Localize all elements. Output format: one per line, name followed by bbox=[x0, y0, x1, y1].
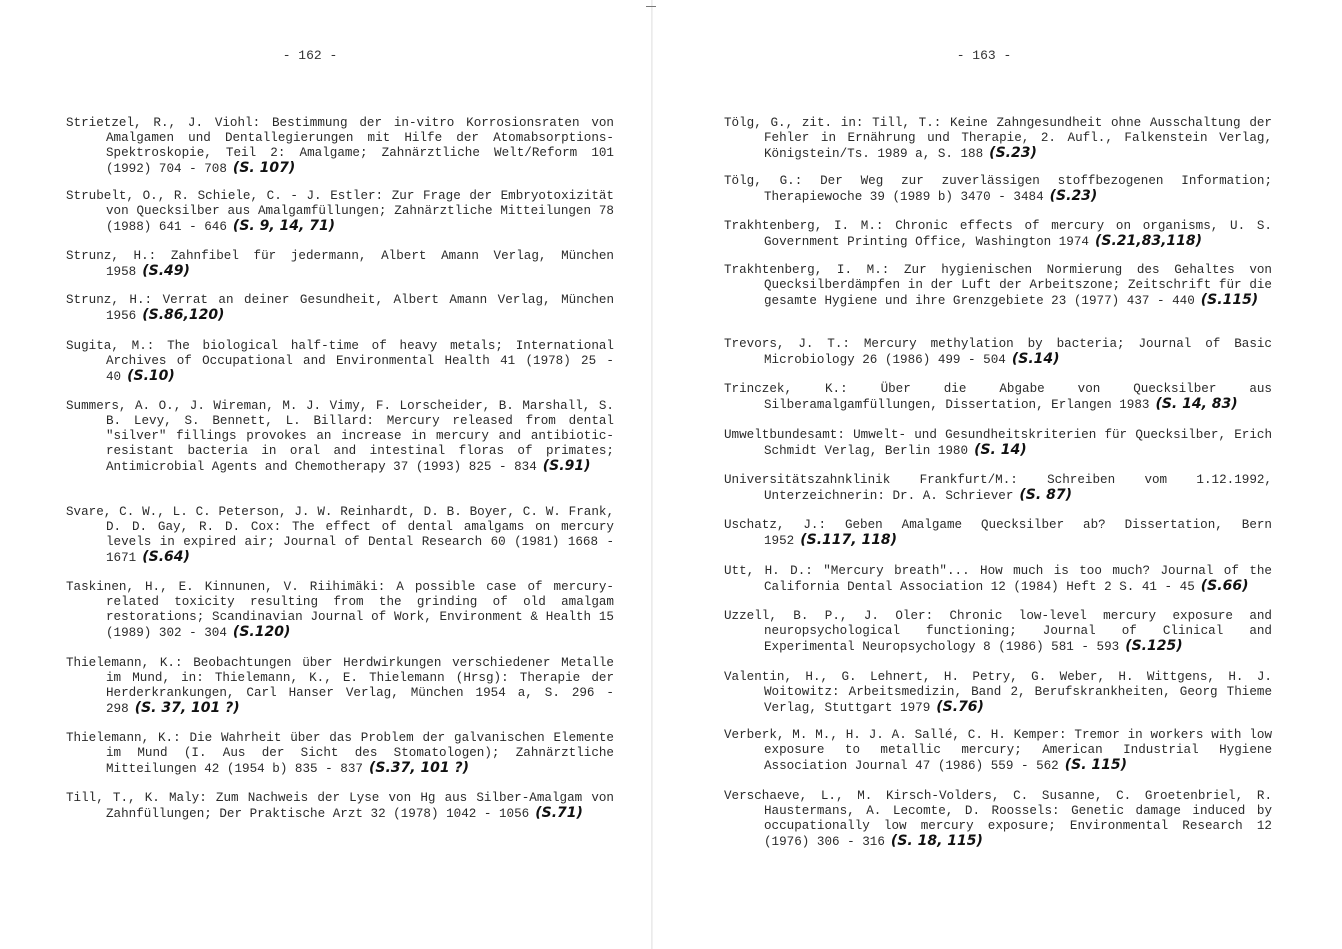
reference-text: Trakhtenberg, I. M.: Chronic effects of mercury on organisms, U. S. Government Printing Office, Washington 1974 bbox=[724, 219, 1272, 249]
right-page bbox=[724, 0, 1276, 949]
reference-text: Trinczek, K.: Über die Abgabe von Quecksilber aus Silberamalgamfüllungen, Dissertation, Erlangen 1983 bbox=[724, 382, 1272, 412]
handwritten-page-note: (S. 107) bbox=[232, 160, 296, 176]
reference-text: Verschaeve, L., M. Kirsch-Volders, C. Susanne, C. Groetenbriel, R. Haustermans, A. Lecomte, D. Roossels: Genetic damage induced by occupationally low mercury exposure; Environmental Research 12 (1976) 306 - 316 bbox=[724, 789, 1272, 849]
reference-entry bbox=[724, 564, 1272, 595]
reference-text: Strunz, H.: Zahnfibel für jedermann, Albert Amann Verlag, München 1958 bbox=[66, 249, 614, 279]
reference-entry bbox=[66, 189, 614, 235]
reference-entry bbox=[724, 116, 1272, 162]
handwritten-page-note: (S.49) bbox=[142, 263, 190, 279]
reference-entry bbox=[66, 249, 614, 280]
handwritten-page-note: (S. 14) bbox=[974, 442, 1027, 458]
reference-entry bbox=[724, 219, 1272, 250]
handwritten-page-note: (S. 14, 83) bbox=[1155, 396, 1238, 412]
reference-text: Trakhtenberg, I. M.: Zur hygienischen Normierung des Gehaltes von Quecksilberdämpfen in der Luft der Arbeitszone; Zeitschrift für die gesamte Hygiene und ihre Grenzgebiete 23 (1977) 437 - 440 bbox=[724, 263, 1272, 308]
handwritten-page-note: (S.115) bbox=[1200, 292, 1259, 308]
reference-entry bbox=[66, 339, 614, 385]
handwritten-page-note: (S.125) bbox=[1125, 638, 1183, 654]
reference-text: Summers, A. O., J. Wireman, M. J. Vimy, F. Lorscheider, B. Marshall, S. B. Levy, S. Bennett, L. Billard: Mercury released from dental "silver" fillings provokes an increase in mercury and antibiotic-resistant bacteria in oral and intestinal floras of primates; Antimicrobial Agents and Chemotherapy 37 (1993) 825 - 834 bbox=[66, 399, 614, 474]
spine-mark bbox=[646, 6, 656, 7]
handwritten-page-note: (S.86,120) bbox=[142, 307, 225, 323]
handwritten-page-note: (S.66) bbox=[1200, 578, 1249, 594]
page-number: - 162 - bbox=[282, 48, 338, 63]
reference-entry bbox=[724, 789, 1272, 850]
reference-text: Svare, C. W., L. C. Peterson, J. W. Reinhardt, D. B. Boyer, C. W. Frank, D. D. Gay, R. D. Cox: The effect of dental amalgams on mercury levels in expired air; Journal of Dental Research 60 (1981) 1668 - 1671 bbox=[66, 505, 614, 565]
reference-text: Umweltbundesamt: Umwelt- und Gesundheitskriterien für Quecksilber, Erich Schmidt Verlag, Berlin 1980 bbox=[724, 428, 1272, 458]
handwritten-page-note: (S.71) bbox=[535, 805, 583, 821]
reference-text: Sugita, M.: The biological half-time of heavy metals; International Archives of Occupational and Environmental Health 41 (1978) 25 - 40 bbox=[66, 339, 614, 384]
reference-text: Uzzell, B. P., J. Oler: Chronic low-level mercury exposure and neuropsychological functioning; Journal of Clinical and Experimental Neuropsychology 8 (1986) 581 - 593 bbox=[724, 609, 1272, 654]
handwritten-page-note: (S.91) bbox=[542, 458, 591, 474]
reference-text: Verberk, M. M., H. J. A. Sallé, C. H. Kemper: Tremor in workers with low exposure to metallic mercury; American Industrial Hygiene Association Journal 47 (1986) 559 - 562 bbox=[724, 728, 1272, 773]
reference-text: Trevors, J. T.: Mercury methylation by bacteria; Journal of Basic Microbiology 26 (1986) 499 - 504 bbox=[724, 337, 1272, 367]
reference-entry bbox=[66, 580, 614, 641]
handwritten-page-note: (S. 9, 14, 71) bbox=[232, 218, 336, 234]
reference-text: Tölg, G., zit. in: Till, T.: Keine Zahngesundheit ohne Ausschaltung der Fehler in Ernährung und Therapie, 2. Aufl., Falkenstein Verlag, Königstein/Ts. 1989 a, S. 188 bbox=[724, 116, 1272, 161]
reference-text: Strubelt, O., R. Schiele, C. - J. Estler: Zur Frage der Embryotoxizität von Quecksilber aus Amalgamfüllungen; Zahnärztliche Mitteilungen 78 (1988) 641 - 646 bbox=[66, 189, 614, 234]
reference-text: Thielemann, K.: Beobachtungen über Herdwirkungen verschiedener Metalle im Mund, in: Thielemann, K., E. Thielemann (Hrsg): Therapie der Herderkrankungen, Carl Hanser Verlag, München 1954 a, S. 296 - 298 bbox=[66, 656, 614, 716]
handwritten-page-note: (S. 37, 101 ?) bbox=[134, 700, 240, 716]
reference-entry bbox=[724, 473, 1272, 504]
reference-entry bbox=[66, 399, 614, 475]
handwritten-page-note: (S.10) bbox=[127, 368, 175, 384]
book-spine bbox=[651, 0, 653, 949]
reference-entry bbox=[724, 428, 1272, 459]
reference-entry bbox=[724, 337, 1272, 368]
handwritten-page-note: (S.64) bbox=[142, 549, 190, 565]
handwritten-page-note: (S.21,83,118) bbox=[1094, 233, 1203, 249]
handwritten-page-note: (S.23) bbox=[989, 145, 1037, 161]
reference-entry bbox=[66, 656, 614, 717]
reference-entry bbox=[724, 382, 1272, 413]
reference-entry bbox=[724, 518, 1272, 549]
reference-entry bbox=[66, 116, 614, 177]
reference-text: Taskinen, H., E. Kinnunen, V. Riihimäki: A possible case of mercury-related toxicity resulting from the grinding of old amalgam restorations; Scandinavian Journal of Work, Environment & Health 15 (1989) 302 - 304 bbox=[66, 580, 614, 640]
handwritten-page-note: (S.14) bbox=[1011, 351, 1060, 367]
handwritten-page-note: (S.120) bbox=[232, 624, 291, 640]
reference-text: Tölg, G.: Der Weg zur zuverlässigen stoffbezogenen Information; Therapiewoche 39 (1989 b) 3470 - 3484 bbox=[724, 174, 1272, 204]
reference-entry bbox=[66, 293, 614, 324]
handwritten-page-note: (S.37, 101 ?) bbox=[368, 760, 470, 776]
reference-entry bbox=[66, 791, 614, 822]
reference-text: Uschatz, J.: Geben Amalgame Quecksilber ab? Dissertation, Bern 1952 bbox=[724, 518, 1272, 548]
reference-entry bbox=[724, 609, 1272, 655]
page-number: - 163 - bbox=[956, 48, 1012, 63]
reference-entry bbox=[724, 174, 1272, 205]
handwritten-page-note: (S.117, 118) bbox=[800, 532, 898, 548]
reference-text: Strunz, H.: Verrat an deiner Gesundheit, Albert Amann Verlag, München 1956 bbox=[66, 293, 614, 323]
handwritten-page-note: (S. 18, 115) bbox=[890, 833, 983, 849]
handwritten-page-note: (S. 115) bbox=[1064, 757, 1128, 773]
reference-entry bbox=[724, 670, 1272, 716]
handwritten-page-note: (S.76) bbox=[936, 699, 984, 715]
reference-text: Universitätszahnklinik Frankfurt/M.: Schreiben vom 1.12.1992, Unterzeichnerin: Dr. A. Schriever bbox=[724, 473, 1272, 503]
handwritten-page-note: (S.23) bbox=[1049, 188, 1098, 204]
reference-entry bbox=[66, 731, 614, 777]
reference-text: Utt, H. D.: "Mercury breath"... How much is too much? Journal of the California Dental Association 12 (1984) Heft 2 S. 41 - 45 bbox=[724, 564, 1272, 594]
handwritten-page-note: (S. 87) bbox=[1019, 487, 1072, 503]
reference-text: Till, T., K. Maly: Zum Nachweis der Lyse von Hg aus Silber-Amalgam von Zahnfüllungen; Der Praktische Arzt 32 (1978) 1042 - 1056 bbox=[66, 791, 614, 821]
left-page bbox=[66, 0, 618, 949]
reference-text: Strietzel, R., J. Viohl: Bestimmung der in-vitro Korrosionsraten von Amalgamen und Dentallegierungen mit Hilfe der Atomabsorptions-Spektroskopie, Teil 2: Amalgame; Zahnärztliche Welt/Reform 101 (1992) 704 - 708 bbox=[66, 116, 614, 176]
reference-text: Thielemann, K.: Die Wahrheit über das Problem der galvanischen Elemente im Mund (I. Aus der Sicht des Stomatologen); Zahnärztliche Mitteilungen 42 (1954 b) 835 - 837 bbox=[66, 731, 614, 776]
reference-entry bbox=[66, 505, 614, 566]
reference-entry bbox=[724, 728, 1272, 774]
reference-entry bbox=[724, 263, 1272, 309]
reference-text: Valentin, H., G. Lehnert, H. Petry, G. Weber, H. Wittgens, H. J. Woitowitz: Arbeitsmedizin, Band 2, Berufskrankheiten, Georg Thieme Verlag, Stuttgart 1979 bbox=[724, 670, 1272, 715]
